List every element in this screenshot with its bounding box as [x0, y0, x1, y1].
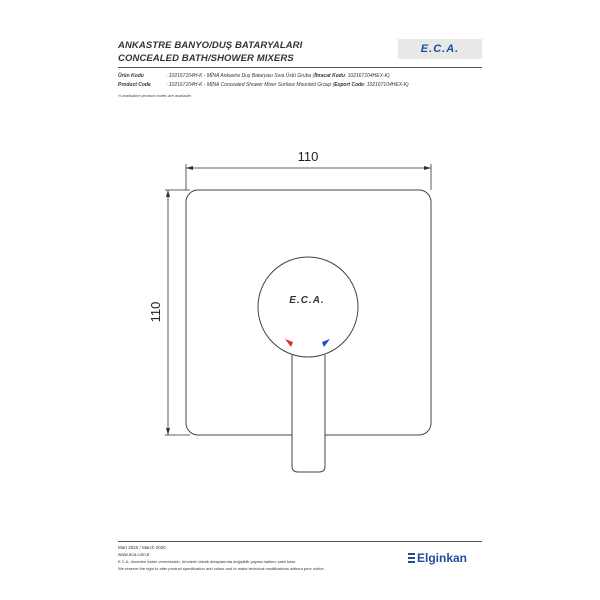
product-code-tr-label: Ürün Kodu [118, 73, 144, 79]
product-code-tr-value: : 102167104H-K - MİNA Ankastre Duş Bataryası Sıva Üstü Grubu ( [166, 73, 315, 79]
product-code-en-label: Product Code [118, 82, 151, 88]
footer-disclaimer-en: We reserve the right to alter product specification and colors and to make technical modifications without prior notice. [118, 566, 325, 571]
footer-divider [118, 541, 482, 542]
handle-logo: E.C.A. [289, 295, 325, 306]
product-code-en-value: : 102167104H-K - MİNA Concealed Shower Mixer Surface Mounted Group ( [166, 82, 335, 88]
footer-disclaimer-tr: E.C.A. önceden haber vermeksizin, ürünlerin teknik detaylarında değişiklik yapma hakkını saklı tutar. [118, 559, 296, 564]
export-code-en-label: Export Code [334, 82, 364, 88]
handle-disc [258, 257, 358, 357]
footer-website: www.eca.com.tr [118, 552, 150, 557]
width-dimension [186, 149, 431, 190]
title-english: CONCEALED BATH/SHOWER MIXERS [118, 53, 294, 64]
width-dimension-label: 110 [297, 149, 319, 164]
eca-logo-text: E.C.A. [420, 43, 460, 55]
elginkan-brand-text: Elginkan [417, 551, 468, 565]
localisation-note: *Localisation product codes are available. [118, 93, 192, 98]
elginkan-brand [408, 551, 467, 565]
title-turkish: ANKASTRE BANYO/DUŞ BATARYALARI [118, 40, 303, 51]
export-code-tr-value: : 102167104HEX-K) [344, 73, 390, 79]
height-dimension-label: 110 [148, 301, 163, 323]
handle-lever [292, 355, 325, 472]
height-dimension [148, 190, 190, 435]
elginkan-logo-icon [408, 553, 415, 563]
export-code-tr-label: İhracat Kodu [314, 73, 345, 79]
footer-date: Mart 2020 / March 2020 [118, 545, 166, 550]
export-code-en-value: : 102167104HEX-K) [363, 82, 409, 88]
